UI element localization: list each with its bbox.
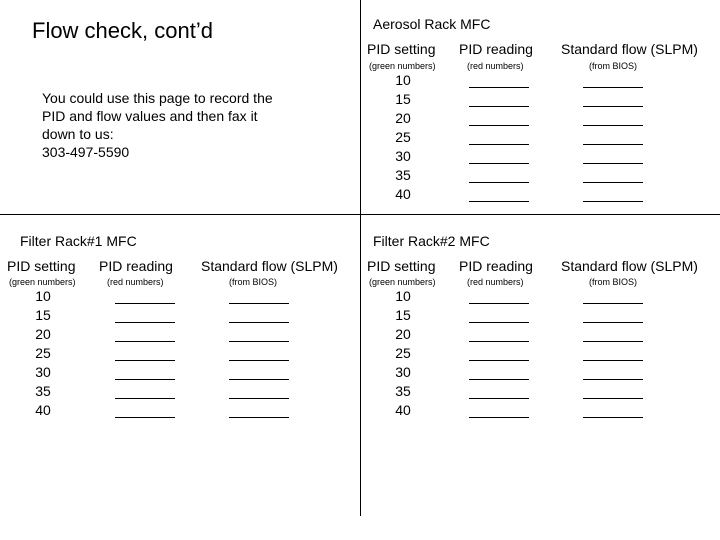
flow-blank[interactable] — [229, 401, 289, 420]
flow-blank[interactable] — [583, 325, 643, 344]
filter1-red-subheader: (red numbers) — [107, 277, 164, 287]
reading-blank[interactable] — [469, 306, 529, 325]
reading-blank[interactable] — [115, 401, 175, 420]
filter1-pid-list — [23, 287, 63, 420]
reading-blank[interactable] — [469, 128, 529, 147]
pid-value: 10 — [35, 288, 51, 304]
flow-blank[interactable] — [583, 128, 643, 147]
filter2-pid-list — [383, 287, 423, 420]
note-line: You could use this page to record the — [42, 90, 273, 106]
reading-blank[interactable] — [115, 344, 175, 363]
reading-blank[interactable] — [469, 166, 529, 185]
aerosol-section-title: Aerosol Rack MFC — [373, 16, 491, 32]
filter1-flow-blanks — [229, 287, 289, 420]
filter1-section-title: Filter Rack#1 MFC — [20, 233, 137, 249]
aerosol-pid-list — [383, 71, 423, 204]
aerosol-reading-blanks — [469, 71, 529, 204]
reading-blank[interactable] — [469, 363, 529, 382]
aerosol-standard-flow-header: Standard flow (SLPM) — [561, 41, 698, 57]
reading-blank[interactable] — [469, 90, 529, 109]
flow-blank[interactable] — [229, 363, 289, 382]
reading-blank[interactable] — [115, 363, 175, 382]
filter1-pid-reading-header: PID reading — [99, 258, 173, 274]
pid-value: 20 — [35, 326, 51, 342]
flow-blank[interactable] — [229, 325, 289, 344]
filter1-green-subheader: (green numbers) — [9, 277, 76, 287]
vertical-divider — [360, 0, 361, 516]
filter2-pid-reading-header: PID reading — [459, 258, 533, 274]
aerosol-pid-reading-header: PID reading — [459, 41, 533, 57]
reading-blank[interactable] — [469, 147, 529, 166]
reading-blank[interactable] — [469, 325, 529, 344]
pid-value: 15 — [395, 307, 411, 323]
flow-blank[interactable] — [583, 90, 643, 109]
pid-value: 30 — [395, 364, 411, 380]
filter2-section-title: Filter Rack#2 MFC — [373, 233, 490, 249]
reading-blank[interactable] — [469, 185, 529, 204]
reading-blank[interactable] — [115, 382, 175, 401]
filter2-green-subheader: (green numbers) — [369, 277, 436, 287]
filter2-pid-setting-header: PID setting — [367, 258, 436, 274]
flow-blank[interactable] — [583, 287, 643, 306]
pid-value: 30 — [35, 364, 51, 380]
pid-value: 20 — [395, 326, 411, 342]
flow-blank[interactable] — [583, 185, 643, 204]
reading-blank[interactable] — [115, 306, 175, 325]
pid-value: 15 — [35, 307, 51, 323]
pid-value: 30 — [395, 148, 411, 164]
flow-blank[interactable] — [229, 344, 289, 363]
aerosol-red-subheader: (red numbers) — [467, 61, 524, 71]
reading-blank[interactable] — [115, 325, 175, 344]
flow-blank[interactable] — [583, 71, 643, 90]
aerosol-pid-setting-header: PID setting — [367, 41, 436, 57]
filter2-standard-flow-header: Standard flow (SLPM) — [561, 258, 698, 274]
aerosol-green-subheader: (green numbers) — [369, 61, 436, 71]
reading-blank[interactable] — [469, 401, 529, 420]
pid-value: 15 — [395, 91, 411, 107]
pid-value: 10 — [395, 288, 411, 304]
pid-value: 20 — [395, 110, 411, 126]
pid-value: 35 — [395, 167, 411, 183]
flow-blank[interactable] — [583, 109, 643, 128]
reading-blank[interactable] — [469, 109, 529, 128]
flow-blank[interactable] — [229, 306, 289, 325]
filter2-red-subheader: (red numbers) — [467, 277, 524, 287]
filter1-pid-setting-header: PID setting — [7, 258, 76, 274]
pid-value: 35 — [395, 383, 411, 399]
flow-blank[interactable] — [583, 166, 643, 185]
aerosol-bios-subheader: (from BIOS) — [589, 61, 638, 71]
filter1-standard-flow-header: Standard flow (SLPM) — [201, 258, 338, 274]
page-title: Flow check, cont’d — [32, 18, 213, 43]
pid-value: 25 — [395, 129, 411, 145]
filter2-flow-blanks — [583, 287, 643, 420]
pid-value: 40 — [35, 402, 51, 418]
filter2-bios-subheader: (from BIOS) — [589, 277, 638, 287]
pid-value: 25 — [35, 345, 51, 361]
reading-blank[interactable] — [469, 287, 529, 306]
filter2-reading-blanks — [469, 287, 529, 420]
reading-blank[interactable] — [469, 71, 529, 90]
flow-blank[interactable] — [583, 401, 643, 420]
pid-value: 40 — [395, 186, 411, 202]
flow-blank[interactable] — [583, 306, 643, 325]
flow-blank[interactable] — [583, 147, 643, 166]
flow-blank[interactable] — [583, 344, 643, 363]
note-phone: 303-497-5590 — [42, 144, 130, 160]
pid-value: 10 — [395, 72, 411, 88]
reading-blank[interactable] — [469, 382, 529, 401]
note-line: PID and flow values and then fax it — [42, 108, 258, 124]
pid-value: 35 — [35, 383, 51, 399]
flow-blank[interactable] — [229, 287, 289, 306]
flow-blank[interactable] — [583, 363, 643, 382]
reading-blank[interactable] — [115, 287, 175, 306]
fax-note — [42, 89, 342, 161]
flow-blank[interactable] — [583, 382, 643, 401]
pid-value: 40 — [395, 402, 411, 418]
flow-blank[interactable] — [229, 382, 289, 401]
note-line: down to us: — [42, 126, 114, 142]
pid-value: 25 — [395, 345, 411, 361]
aerosol-flow-blanks — [583, 71, 643, 204]
reading-blank[interactable] — [469, 344, 529, 363]
filter1-bios-subheader: (from BIOS) — [229, 277, 278, 287]
filter1-reading-blanks — [115, 287, 175, 420]
